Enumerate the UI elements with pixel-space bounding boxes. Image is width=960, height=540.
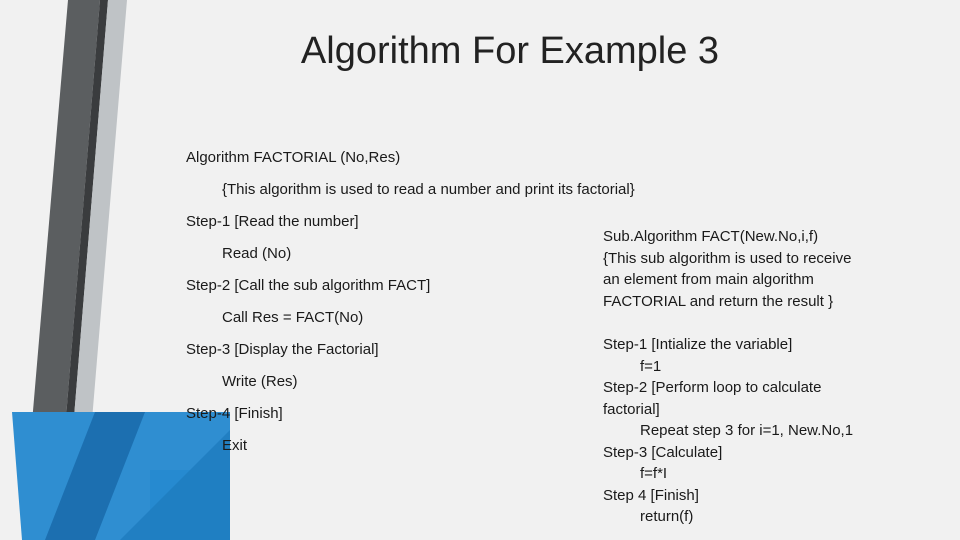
step-2-action: Call Res = FACT(No) — [222, 309, 364, 326]
step-2-heading: Step-2 [Call the sub algorithm FACT] — [186, 277, 431, 294]
sub-step-1-action: f=1 — [640, 357, 662, 375]
sub-algorithm-description-line: FACTORIAL and return the result } — [603, 292, 834, 310]
slide-title: Algorithm For Example 3 — [300, 30, 720, 72]
sub-step-3-heading: Step-3 [Calculate] — [603, 443, 723, 461]
step-1-action: Read (No) — [222, 245, 292, 262]
step-3-action: Write (Res) — [222, 373, 298, 390]
step-4-heading: Step-4 [Finish] — [186, 405, 283, 422]
sub-step-2-heading: Step-2 [Perform loop to calculate — [603, 379, 822, 396]
sub-step-3-action: f=f*I — [640, 465, 668, 482]
sub-step-1-heading: Step-1 [Intialize the variable] — [603, 336, 793, 353]
sub-step-2-action: Repeat step 3 for i=1, New.No,1 — [640, 422, 854, 439]
step-4-action: Exit — [222, 437, 248, 454]
sub-step-2-heading-continued: factorial] — [603, 400, 660, 418]
main-algorithm-description: {This algorithm is used to read a number and print its factorial} — [222, 181, 635, 198]
step-1-heading: Step-1 [Read the number] — [186, 213, 359, 230]
sub-step-4-heading: Step 4 [Finish] — [603, 486, 699, 504]
sub-algorithm-description-line: an element from main algorithm — [603, 271, 814, 288]
step-3-heading: Step-3 [Display the Factorial] — [186, 341, 379, 358]
main-algorithm-header: Algorithm FACTORIAL (No,Res) — [186, 149, 401, 166]
decorative-side-stripes — [0, 0, 230, 540]
sub-algorithm-description-line: {This sub algorithm is used to receive — [603, 249, 852, 267]
sub-algorithm-steps-block — [603, 334, 893, 528]
sub-algorithm-header-block — [603, 226, 893, 312]
sub-step-4-action: return(f) — [640, 508, 694, 525]
sub-algorithm-title: Sub.Algorithm FACT(New.No,i,f) — [603, 228, 819, 245]
